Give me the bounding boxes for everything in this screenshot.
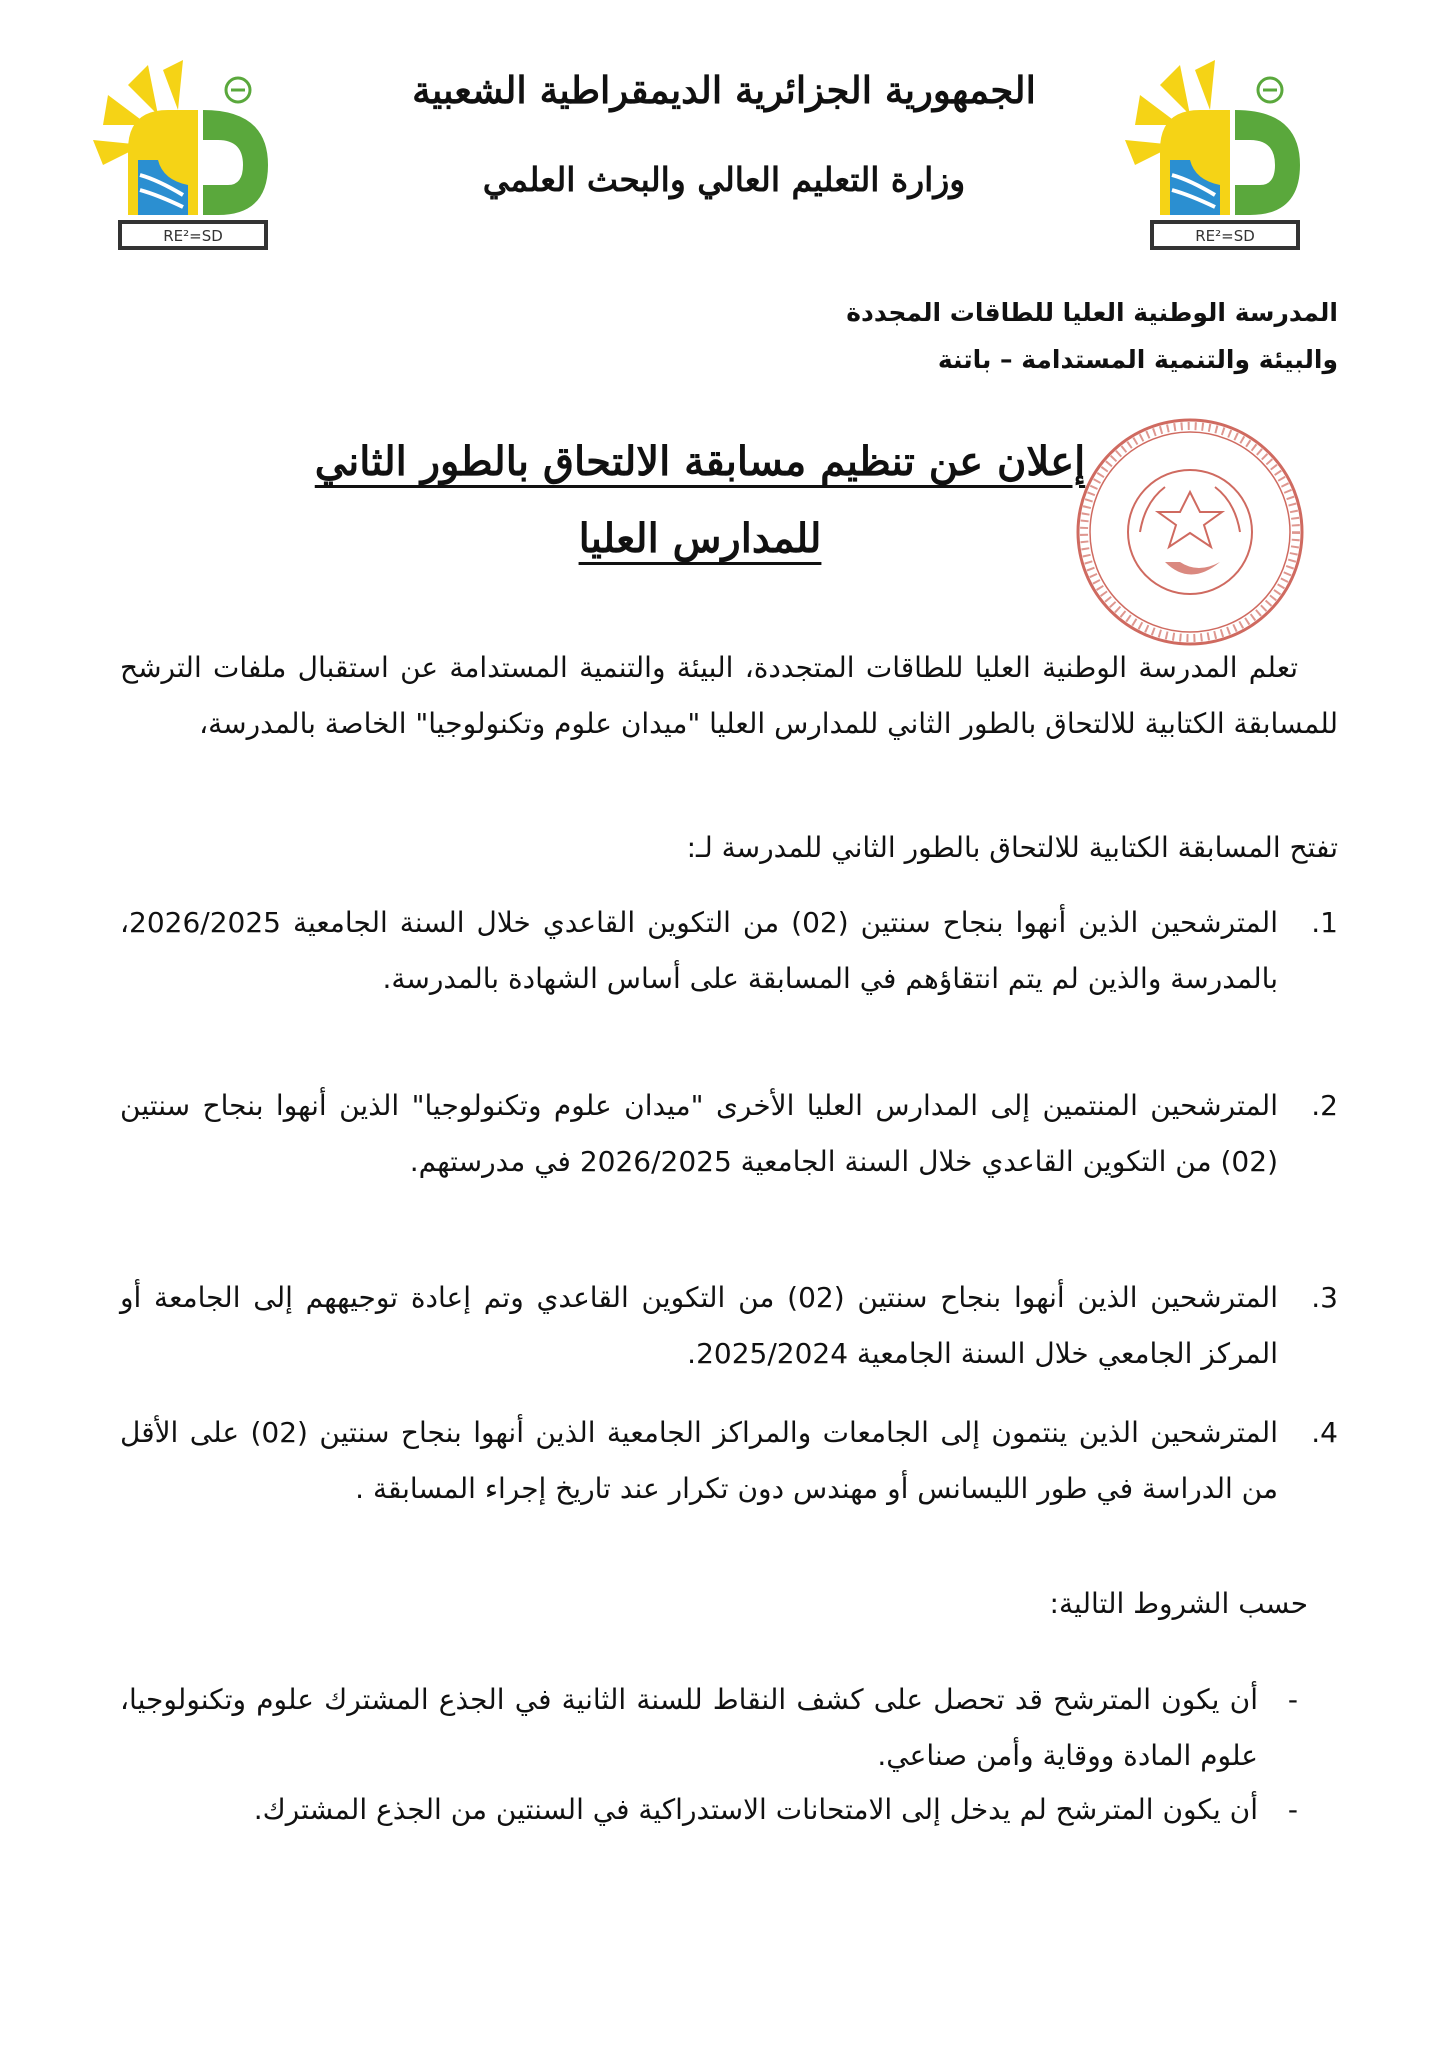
school-logo-right	[1120, 55, 1330, 275]
list-item	[120, 895, 1338, 1007]
list-item	[120, 1405, 1338, 1517]
bullet-dash: -	[1287, 1683, 1298, 1716]
republic-heading: الجمهورية الجزائرية الديمقراطية الشعبية	[412, 68, 1036, 112]
item-text: المترشحين المنتمين إلى المدارس العليا الأخرى "ميدان علوم وتكنولوجيا" الذين أنهوا بنجاح سنتين (02) من التكوين القاعدي خلال السنة الجامعية 2026/2025 في مدرستهم.	[120, 1089, 1278, 1178]
school-name-line2: والبيئة والتنمية المستدامة – باتنة	[937, 345, 1338, 374]
item-number: 3.	[1311, 1281, 1338, 1314]
list-item	[120, 1270, 1338, 1382]
list-item	[120, 1078, 1338, 1190]
school-name-line1: المدرسة الوطنية العليا للطاقات المجددة	[846, 298, 1338, 327]
ministry-heading: وزارة التعليم العالي والبحث العلمي	[482, 160, 966, 199]
logo-text: RE²=SD	[1195, 227, 1255, 245]
bullet-dash: -	[1287, 1793, 1298, 1826]
conditions-heading: حسب الشروط التالية:	[1049, 1587, 1308, 1620]
item-text: المترشحين الذين أنهوا بنجاح سنتين (02) من التكوين القاعدي خلال السنة الجامعية 2026/2025، بالمدرسة والذين لم يتم انتقاؤهم في المسابقة على أساس الشهادة بالمدرسة.	[120, 906, 1278, 995]
opening-line: تفتح المسابقة الكتابية للالتحاق بالطور الثاني للمدرسة لـ:	[686, 831, 1338, 864]
school-logo-left	[88, 55, 298, 275]
announcement-title-line2: للمدارس العليا	[578, 515, 822, 562]
intro-paragraph: تعلم المدرسة الوطنية العليا للطاقات المتجددة، البيئة والتنمية المستدامة عن استقبال ملفات الترشح للمسابقة الكتابية للالتحاق بالطور الثاني للمدارس العليا "ميدان علوم وتكنولوجيا" الخاصة بالمدرسة،	[120, 651, 1338, 740]
logo-text: RE²=SD	[163, 227, 223, 245]
item-number: 4.	[1311, 1416, 1338, 1449]
item-text: المترشحين الذين أنهوا بنجاح سنتين (02) من التكوين القاعدي وتم إعادة توجيههم إلى الجامعة أو المركز الجامعي خلال السنة الجامعية 2025/2024.	[120, 1281, 1278, 1370]
condition-item	[120, 1782, 1298, 1838]
condition-text: أن يكون المترشح لم يدخل إلى الامتحانات الاستدراكية في السنتين من الجذع المشترك.	[253, 1793, 1258, 1826]
item-number: 2.	[1311, 1089, 1338, 1122]
condition-item	[120, 1672, 1298, 1784]
condition-text: أن يكون المترشح قد تحصل على كشف النقاط للسنة الثانية في الجذع المشترك علوم وتكنولوجيا، علوم المادة ووقاية وأمن صناعي.	[120, 1683, 1258, 1772]
announcement-title-line1: إعلان عن تنظيم مسابقة الالتحاق بالطور الثاني	[314, 438, 1086, 485]
item-text: المترشحين الذين ينتمون إلى الجامعات والمراكز الجامعية الذين أنهوا بنجاح سنتين (02) على الأقل من الدراسة في طور الليسانس أو مهندس دون تكرار عند تاريخ إجراء المسابقة .	[120, 1416, 1278, 1505]
item-number: 1.	[1311, 906, 1338, 939]
